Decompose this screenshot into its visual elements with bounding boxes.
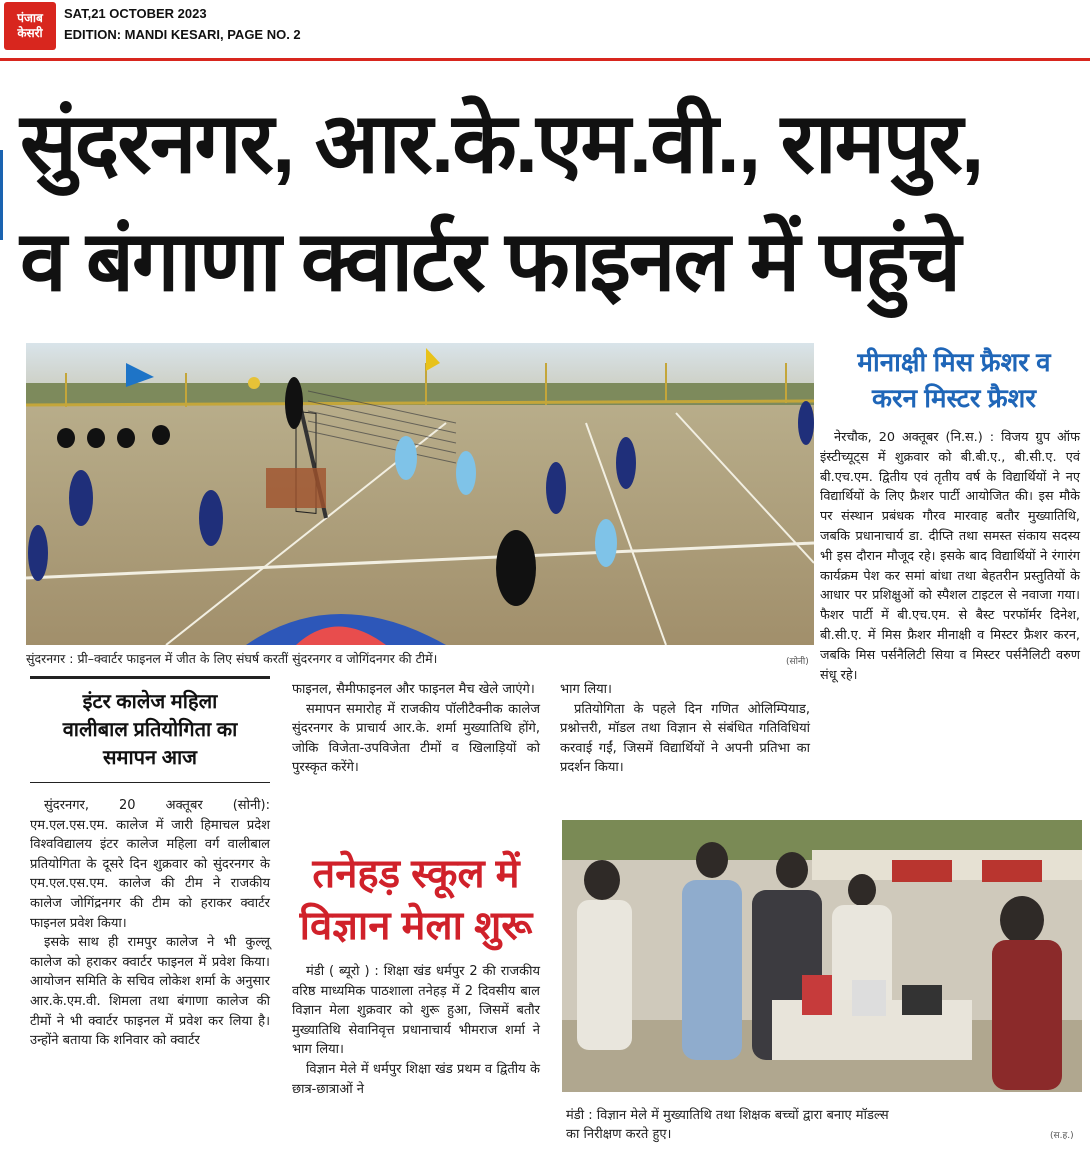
story1-headline: [30, 688, 270, 772]
story1-title-rule: [30, 782, 270, 783]
story2-headline: [288, 848, 544, 952]
story1-paragraph-3: फाइनल, सैमीफाइनल और फाइनल मैच खेले जाएंगे।: [292, 682, 535, 697]
story1-title-line-2: वालीबाल प्रतियोगिता का: [62, 719, 238, 741]
story2-paragraph-2: विज्ञान मेले में धर्मपुर शिक्षा खंड प्रथम व द्वितीय के छात्र-छात्राओं ने: [292, 1061, 540, 1097]
story3-column: [820, 428, 1080, 685]
header-divider: [0, 58, 1090, 61]
story3-headline: [826, 344, 1082, 416]
story1-title-line-3: समापन आज: [103, 747, 197, 769]
edition-info: EDITION: MANDI KESARI, PAGE NO. 2: [64, 27, 301, 42]
story3-paragraph-1: नेरचौक, 20 अक्तूबर (नि.स.) : विजय ग्रुप ऑफ इंस्टीच्यूट्स में शुक्रवार को बी.बी.ए., बी.सी.ए. एवं बी.एच.एम. द्वितीय एवं तृतीय वर्ष के विद्यार्थियों ने नए विद्यार्थियों के लिए फ्रैशर पार्टी आयोजित की। इस मौके पर संस्थान प्रबंधक गौरव मारवाह बतौर मुख्यातिथि, जबकि प्रधानाचार्य डा. दीप्ति तथा समस्त संकाय सदस्य भी इस दौरान मौजूद रहे। इसके बाद विद्यार्थियों ने रंगारंग कार्यक्रम पेश कर समां बांधा तथा बेहतरीन प्रस्तुतियों के आधार पर प्रशिक्षुओं को स्पैशल टाइटल से नवाजा गया। फैशर पार्टी में बी.एच.एम. से बैस्ट परफॉर्मर दिनेश, बी.सी.ए. में मिस फ्रैशर मीनाक्षी व मिस्टर फ्रैशर करन, जबकि मिस पर्सनैलिटी सिया व मिस्टर पर्सनैलिटी वरुण संधू रहे।: [820, 430, 1080, 683]
punjab-kesari-logo: [4, 2, 56, 50]
headline-line-2: व बंगाणा क्वार्टर फाइनल में पहुंचे: [20, 214, 960, 308]
science-caption-line-1: मंडी : विज्ञान मेले में मुख्यातिथि तथा शिक्षक बच्चों द्वारा बनाए मॉडल्स: [566, 1108, 889, 1123]
story2-column-1: [292, 962, 540, 1099]
volleyball-scene-illustration: [26, 343, 814, 645]
story1-column-2: [292, 680, 540, 778]
volleyball-photo-caption: सुंदरनगर : प्री–क्वार्टर फाइनल में जीत के लिए संघर्ष करतीं सुंदरनगर व जोगिंदनगर की टीमें।: [26, 651, 438, 666]
story3-title-line-2: करन मिस्टर फ्रैशर: [872, 383, 1036, 413]
story2-paragraph-4: प्रतियोगिता के पहले दिन गणित ओलिम्पियाड, प्रश्नोत्तरी, मॉडल तथा विज्ञान से संबंधित गतिविधियां करवाई गईं, जिसमें विद्यार्थियों ने अपनी प्रतिभा का प्रदर्शन किया।: [560, 701, 810, 776]
story1-paragraph-2: इसके साथ ही रामपुर कालेज ने भी कुल्लू कालेज को हराकर क्वार्टर फाइनल में प्रवेश किया।आयोजन समिति के सचिव लोकेश शर्मा के अनुसार आर.के.एम.वी. शिमला तथा बंगाणा कालेज की टीमों ने भी क्वार्टर फाइनल में प्रवेश कर लिया है। उन्होंने बताया कि शनिवार को क्वार्टर: [30, 935, 270, 1049]
science-photo-credit: (स.ह.): [1050, 1131, 1074, 1141]
logo-line-2: केसरी: [17, 26, 43, 40]
volleyball-photo-credit: (सोनी): [786, 657, 809, 667]
adjacent-column-edge: [0, 150, 3, 240]
story2-column-2: [560, 680, 810, 778]
main-headline: [20, 84, 1080, 320]
story1-paragraph-4: समापन समारोह में राजकीय पॉलीटैक्नीक कालेज सुंदरनगर के प्राचार्य आर.के. शर्मा मुख्यातिथि होंगे, जोकि विजेता-उपविजेता टीमों व खिलाड़ियों को पुरस्कृत करेंगे।: [292, 701, 540, 776]
issue-date: SAT,21 OCTOBER 2023: [64, 6, 207, 21]
logo-line-1: पंजाब: [17, 11, 43, 25]
science-fair-photo: [562, 820, 1082, 1092]
science-caption-line-2: का निरीक्षण करते हुए।: [566, 1127, 672, 1142]
story3-title-line-1: मीनाक्षी मिस फ्रैशर व: [857, 347, 1051, 377]
story2-title-line-1: तनेहड़ स्कूल में: [312, 852, 520, 896]
story1-top-rule: [30, 676, 270, 679]
science-fair-photo-caption: [566, 1106, 1066, 1144]
story2-title-line-2: विज्ञान मेला शुरू: [299, 904, 533, 948]
story2-paragraph-1: मंडी ( ब्यूरो ) : शिक्षा खंड धर्मपुर 2 की राजकीय वरिष्ठ माध्यमिक पाठशाला तनेहड़ में 2 दिवसीय बाल विज्ञान मेला शुक्रवार को शुरू हुआ, जिसमें बतौर मुख्यातिथि सेवानिवृत्त प्रधानाचार्य भीमराज शर्मा ने भाग लिया।: [292, 964, 540, 1058]
story1-title-line-1: इंटर कालेज महिला: [82, 691, 218, 713]
science-fair-scene-illustration: [562, 820, 1082, 1092]
story1-paragraph-1: सुंदरनगर, 20 अक्तूबर (सोनी): एम.एल.एस.एम. कालेज में जारी हिमाचल प्रदेश विश्वविद्यालय इंटर कालेज महिला वर्ग वालीबाल प्रतियोगिता के दूसरे दिन शुक्रवार को सुंदरनगर के एम.एल.एस.एम. कालेज की टीम ने राजकीय कालेज जोगिंद्रनगर की टीम को हराकर क्वार्टर फाइनल प्रवेश किया।: [30, 798, 270, 931]
story1-column-1: [30, 796, 270, 1051]
headline-line-1: सुंदरनगर, आर.के.एम.वी., रामपुर,: [20, 96, 983, 190]
volleyball-match-photo: [26, 343, 814, 645]
story2-paragraph-3: भाग लिया।: [560, 682, 612, 697]
